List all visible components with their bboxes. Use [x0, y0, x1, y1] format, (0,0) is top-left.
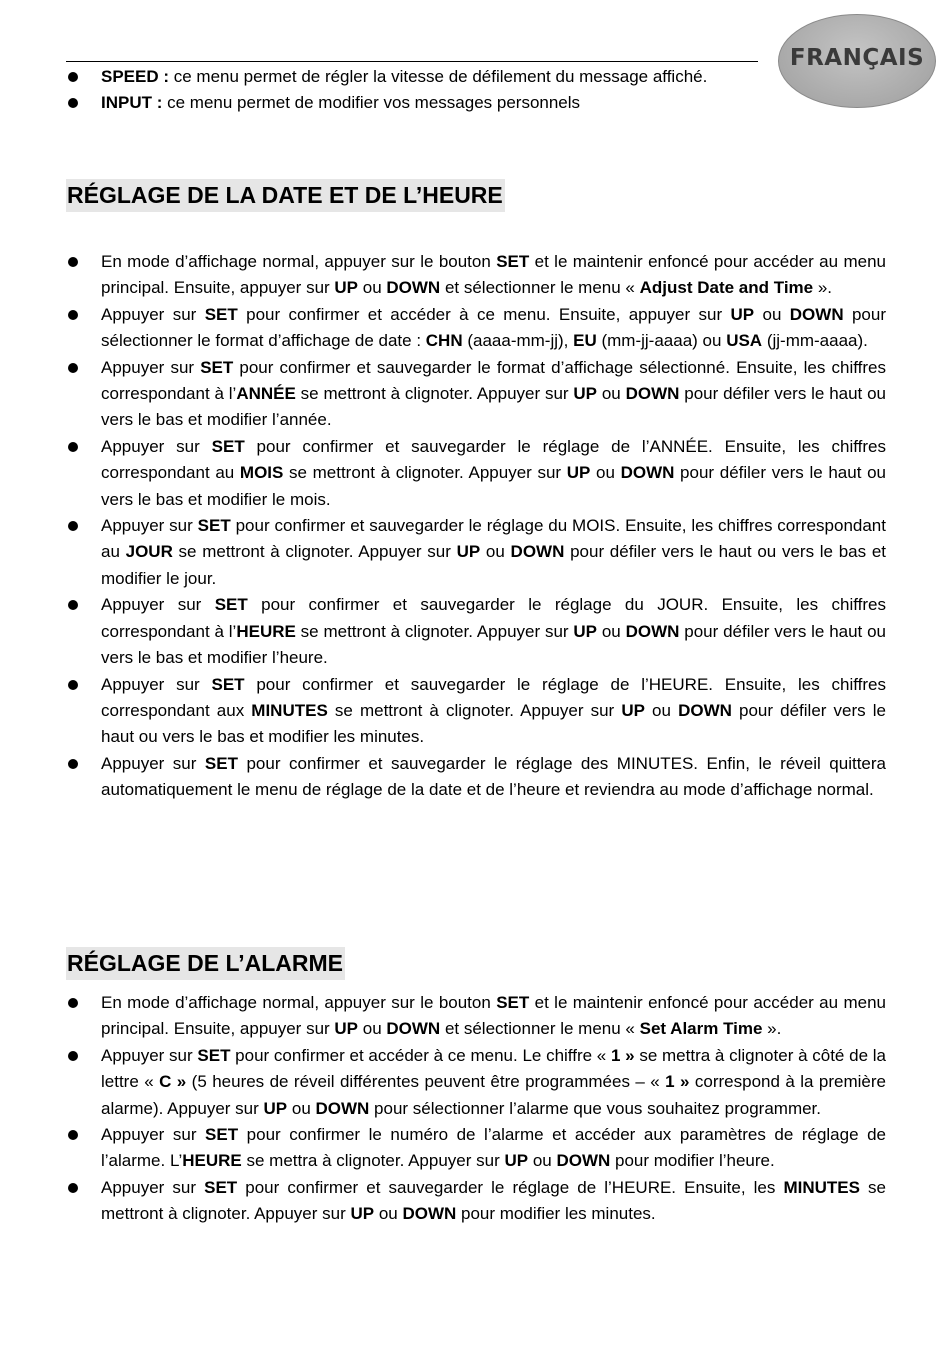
text-run: (mm-jj-aaaa) ou [596, 331, 727, 351]
text-run: se mettra à clignoter à côté de la lettre « [101, 1045, 886, 1092]
text-run: pour confirmer et sauvegarder le réglage de l’ANNÉE. Ensuite, les chiffres correspondant au [101, 436, 886, 483]
bold-text: SPEED : [101, 67, 170, 86]
bold-text: SET [200, 357, 234, 377]
bold-text: ANNÉE [236, 384, 296, 404]
bold-text: HEURE [236, 621, 296, 641]
text-run: ». [762, 1019, 782, 1039]
list-item [66, 1043, 886, 1122]
language-badge-label: FRANÇAIS [789, 45, 925, 71]
text-run: ou [374, 1204, 403, 1224]
text-run: pour confirmer et sauvegarder le réglage de l’HEURE. Ensuite, les [237, 1177, 784, 1197]
text-run: pour confirmer le numéro de l’alarme et accéder aux paramètres de réglage de l’alarme. L’ [101, 1125, 886, 1171]
list-item [66, 355, 886, 434]
bold-text: UP [621, 700, 645, 720]
text-run: Appuyer sur [101, 595, 215, 615]
bold-text: UP [456, 542, 481, 562]
bold-text: SET [204, 753, 238, 773]
text-run: Appuyer sur [101, 304, 205, 324]
bold-text: UP [573, 621, 598, 641]
bold-text: DOWN [386, 1019, 441, 1039]
bold-text: SET [211, 436, 245, 456]
text-run: ce menu permet de régler la vitesse de défilement du message affiché. [169, 67, 708, 86]
text-run: et sélectionner le menu « [440, 1019, 640, 1039]
text-run: se mettra à clignoter. Appuyer sur [241, 1151, 505, 1171]
alarm-bullet-list [66, 990, 886, 1228]
text-run: ou [644, 700, 679, 720]
text-run: Appuyer sur [101, 516, 198, 536]
bold-text: DOWN [625, 621, 680, 641]
text-run: ou [590, 463, 621, 483]
text-run: ». [813, 278, 833, 298]
text-run: En mode d’affichage normal, appuyer sur le bouton [101, 252, 497, 271]
bold-text: UP [350, 1204, 375, 1224]
bold-text: DOWN [386, 278, 441, 298]
bold-text: EU [573, 331, 597, 351]
section-heading-date-time: RÉGLAGE DE LA DATE ET DE L’HEURE [66, 179, 505, 212]
bold-text: SET [496, 993, 530, 1012]
list-item [66, 64, 886, 90]
text-run: pour défiler vers le haut ou vers le bas et modifier l’année. [101, 384, 887, 430]
alarm-steps [66, 990, 886, 1228]
text-run: pour sélectionner le format d’affichage de date : [101, 304, 887, 351]
text-run: pour confirmer et sauvegarder le réglage des MINUTES. Enfin, le réveil quittera automatiquement le menu de réglage de la date et de l’heure et reviendra au mode d’affichage normal. [101, 753, 886, 800]
text-run: ou [597, 621, 626, 641]
text-run: En mode d’affichage normal, appuyer sur le bouton [101, 993, 497, 1012]
top-list [66, 64, 886, 117]
bold-text: UP [730, 304, 755, 324]
text-run: ou [754, 304, 790, 324]
bold-text: UP [263, 1098, 288, 1118]
bold-text: USA [726, 331, 763, 351]
top-bullet-list [66, 64, 886, 117]
bold-text: CHN [425, 331, 463, 351]
bold-text: DOWN [315, 1098, 370, 1118]
list-item [66, 592, 886, 671]
bold-text: 1 » [665, 1072, 690, 1092]
list-item [66, 1122, 886, 1175]
text-run: se mettront à clignoter. Appuyer sur [101, 1177, 886, 1224]
text-run: ou [528, 1151, 557, 1171]
text-run: Appuyer sur [101, 357, 201, 377]
text-run: (aaaa-mm-jj), [462, 331, 574, 351]
bold-text: UP [334, 1019, 359, 1039]
bold-text: Set Alarm Time [639, 1019, 763, 1039]
list-item [66, 513, 886, 592]
bold-text: SET [496, 252, 530, 271]
text-run: ce menu permet de modifier vos messages personnels [162, 93, 581, 113]
text-run: pour défiler vers le haut ou vers le bas et modifier le mois. [101, 463, 886, 509]
bold-text: UP [334, 278, 359, 298]
list-item [66, 90, 886, 116]
bold-text: DOWN [510, 542, 565, 562]
text-run: ou [597, 384, 626, 404]
text-run: pour défiler vers le haut ou vers le bas et modifier les minutes. [101, 700, 886, 747]
list-item [66, 434, 886, 513]
text-run: Appuyer sur [101, 436, 212, 456]
list-item [66, 672, 886, 751]
text-run: se mettront à clignoter. Appuyer sur [327, 700, 622, 720]
bold-text: SET [197, 1045, 231, 1065]
text-run: pour défiler vers le haut ou vers le bas et modifier le jour. [101, 542, 887, 588]
text-run: et sélectionner le menu « [440, 278, 640, 298]
text-run: se mettront à clignoter. Appuyer sur [283, 463, 567, 483]
text-run: ou [287, 1098, 316, 1118]
text-run: et le maintenir enfoncé pour accéder au menu principal. Ensuite, appuyer sur [101, 993, 886, 1039]
bold-text: DOWN [625, 384, 680, 404]
bold-text: SET [214, 595, 248, 615]
bold-text: DOWN [789, 304, 844, 324]
bold-text: UP [504, 1151, 529, 1171]
date-time-bullet-list [66, 249, 886, 804]
text-run: pour modifier les minutes. [456, 1204, 656, 1224]
text-run: ou [358, 1019, 387, 1039]
text-run: ou [480, 542, 511, 562]
list-item [66, 302, 886, 355]
section-heading-alarm: RÉGLAGE DE L’ALARME [66, 947, 345, 980]
bold-text: Adjust Date and Time [639, 278, 814, 298]
header-rule [66, 61, 758, 62]
bold-text: DOWN [556, 1151, 611, 1171]
list-item [66, 751, 886, 804]
text-run: Appuyer sur [101, 1177, 205, 1197]
text-run: ou [358, 278, 387, 298]
text-run: et le maintenir enfoncé pour accéder au menu principal. Ensuite, appuyer sur [101, 252, 886, 298]
bold-text: SET [211, 674, 245, 694]
bold-text: SET [204, 1177, 238, 1197]
bold-text: DOWN [678, 700, 732, 720]
bold-text: DOWN [402, 1204, 457, 1224]
text-run: pour défiler vers le haut ou vers le bas et modifier l’heure. [101, 621, 887, 668]
bold-text: 1 » [610, 1045, 635, 1065]
date-time-steps [66, 249, 886, 804]
bold-text: MINUTES [251, 700, 328, 720]
text-run: pour confirmer et sauvegarder le réglage du MOIS. Ensuite, les chiffres correspondant au [101, 516, 886, 562]
text-run: pour confirmer et sauvegarder le format d’affichage sélectionné. Ensuite, les chiffres correspondant à l’ [101, 357, 886, 404]
text-run: se mettront à clignoter. Appuyer sur [295, 384, 574, 404]
bold-text: MINUTES [783, 1177, 860, 1197]
text-run: (5 heures de réveil différentes peuvent être programmées – « [186, 1072, 666, 1092]
bold-text: DOWN [620, 463, 675, 483]
bold-text: JOUR [125, 542, 173, 562]
text-run: pour confirmer et sauvegarder le réglage de l’HEURE. Ensuite, les chiffres correspondant aux [101, 674, 886, 720]
text-run: pour sélectionner l’alarme que vous souhaitez programmer. [369, 1098, 822, 1118]
bold-text: SET [204, 304, 238, 324]
bold-text: SET [205, 1125, 239, 1145]
text-run: Appuyer sur [101, 753, 205, 773]
text-run: pour confirmer et accéder à ce menu. Ensuite, appuyer sur [237, 304, 731, 324]
list-item [66, 1175, 886, 1228]
bold-text: INPUT : [101, 93, 163, 113]
text-run: pour confirmer et accéder à ce menu. Le chiffre « [230, 1045, 611, 1065]
text-run: correspond à la première alarme). Appuyer sur [101, 1072, 886, 1118]
list-item [66, 990, 886, 1043]
bold-text: MOIS [239, 463, 284, 483]
bold-text: SET [197, 516, 231, 536]
text-run: pour modifier l’heure. [610, 1151, 775, 1171]
bold-text: C » [159, 1072, 187, 1092]
text-run: pour confirmer et sauvegarder le réglage du JOUR. Ensuite, les chiffres correspondant à l’ [101, 595, 886, 641]
list-item [66, 249, 886, 302]
bold-text: HEURE [182, 1151, 242, 1171]
bold-text: UP [566, 463, 591, 483]
text-run: (jj-mm-aaaa). [762, 331, 868, 351]
text-run: Appuyer sur [101, 1125, 206, 1145]
text-run: se mettront à clignoter. Appuyer sur [172, 542, 457, 562]
text-run: Appuyer sur [101, 1045, 198, 1065]
text-run: Appuyer sur [101, 674, 212, 694]
bold-text: UP [573, 384, 598, 404]
text-run: se mettront à clignoter. Appuyer sur [295, 621, 574, 641]
